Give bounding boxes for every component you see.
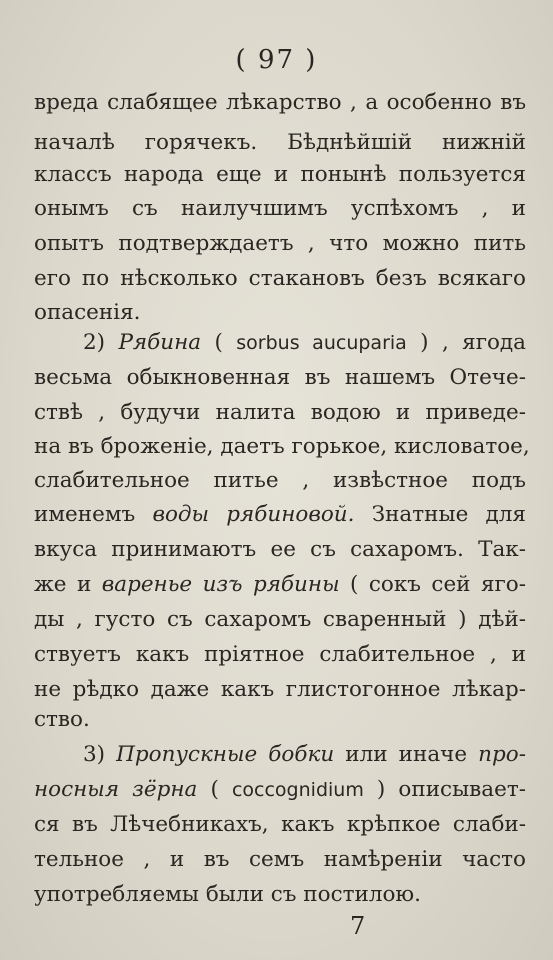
text-line-22: ся въ Лѣчебникахъ, какъ крѣпкое слаби- — [34, 812, 526, 837]
text-line-6: его по нѣсколько стакановъ безъ всякаго — [34, 266, 526, 291]
term-ryabina: Рябина — [118, 330, 202, 355]
text-line-18: не рѣдко даже какъ глистогонное лѣкар- — [34, 677, 526, 702]
catchword: 7 — [350, 912, 366, 940]
line-tail: ) описывает- — [363, 777, 526, 802]
line-tail: ) , ягода — [406, 330, 526, 355]
latin-name: coccognidium — [231, 779, 364, 801]
paren-open: ( — [201, 330, 237, 355]
text-line-23: тельное , и въ семъ намѣреніи часто — [34, 847, 526, 872]
paragraph-3-heading — [83, 740, 526, 770]
item-number: 3) — [83, 742, 117, 767]
text-line-5: опытъ подтверждаетъ , что можно пить — [34, 231, 526, 256]
latin-name: sorbus aucuparia — [236, 332, 407, 354]
text-line-17: ствуетъ какъ пріятное слабительное , и — [34, 642, 526, 667]
text-line-19: ство. — [34, 707, 90, 732]
text-line-3: классъ народа еще и понынѣ пользуется — [34, 162, 526, 187]
text-line-14: вкуса принимаютъ ее съ сахаромъ. Так- — [34, 537, 526, 562]
text-line-7: опасенія. — [34, 300, 141, 325]
text-line-13 — [34, 500, 526, 530]
text-line-9: весьма обыкновенная въ нашемъ Отече- — [34, 365, 526, 390]
text-line-16: ды , густо съ сахаромъ сваренный ) дѣй- — [34, 607, 526, 632]
term-nosnyya-zerna: носныя зёрна — [34, 777, 198, 802]
text-line-4: онымъ съ наилучшимъ успѣхомъ , и — [34, 196, 526, 221]
text-line-24: употребляемы были съ постилою. — [34, 882, 421, 907]
line-mid: или иначе — [334, 742, 479, 767]
line-tail: Знатные для — [354, 502, 526, 527]
paragraph-2-heading — [83, 328, 526, 358]
term-propusknye-bobki: Пропускные бобки — [116, 742, 335, 767]
item-number: 2) — [83, 330, 119, 355]
line-head: именемъ — [34, 502, 153, 527]
text-line-10: ствѣ , будучи налита водою и приведе- — [34, 400, 526, 425]
page-number: ( 97 ) — [235, 45, 318, 75]
text-line-1: вреда слабящее лѣкарство , а особенно въ — [34, 90, 526, 115]
text-line-15 — [34, 570, 526, 600]
term-pro: про- — [478, 742, 526, 767]
paren-open: ( — [197, 777, 232, 802]
term-varenye: варенье изъ рябины — [101, 572, 340, 597]
text-line-21 — [34, 775, 526, 805]
term-vody-ryabinovoy: воды рябиновой. — [152, 502, 355, 527]
text-line-12: слабительное питье , извѣстное подъ — [34, 468, 526, 493]
text-line-11: на въ броженіе, даетъ горькое, кисловатое, — [34, 434, 530, 459]
line-head: же и — [34, 572, 102, 597]
line-tail: ( сокъ сей яго- — [339, 572, 526, 597]
text-line-2: началѣ горячекъ. Бѣднѣйшій нижній — [34, 130, 526, 155]
